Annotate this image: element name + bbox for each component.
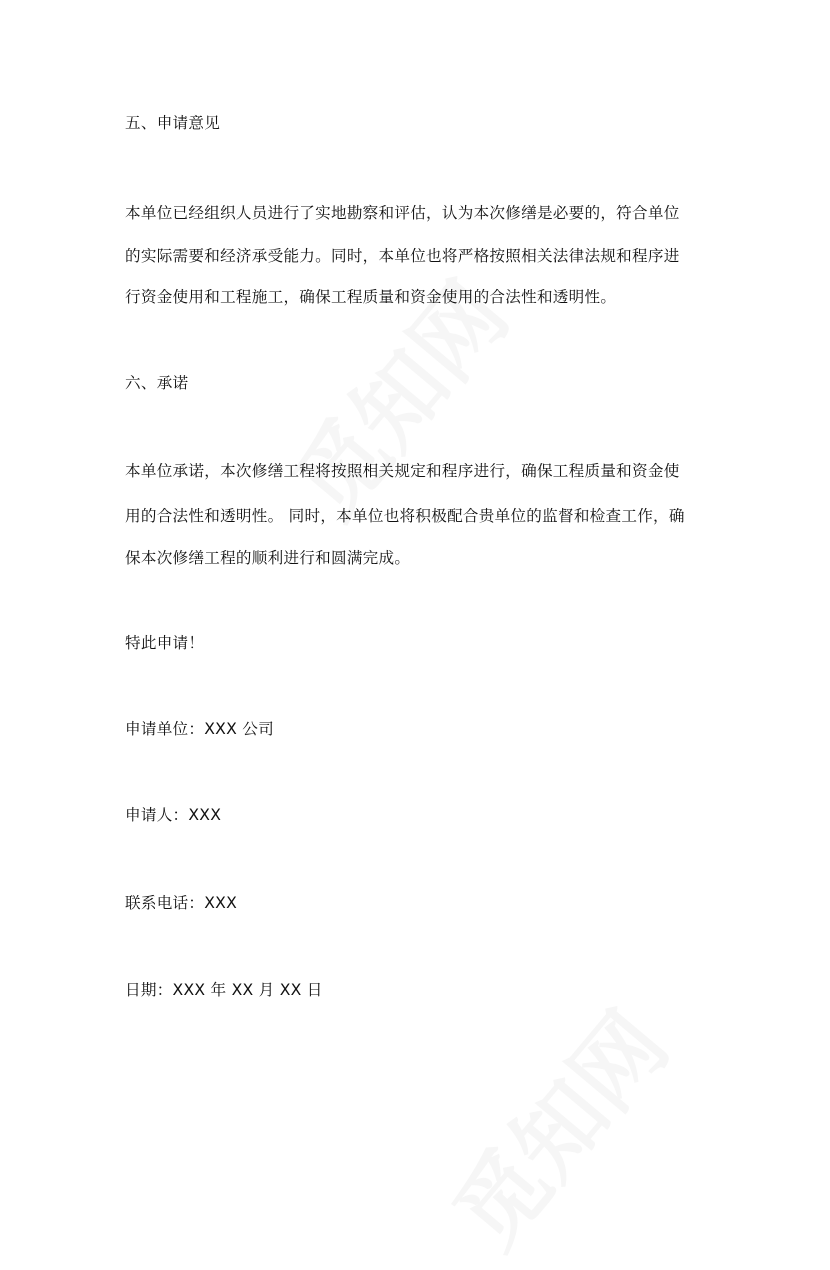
paragraph-line: 行资金使用和工程施工，确保工程质量和资金使用的合法性和透明性。 <box>125 288 617 306</box>
paragraph-line: 本单位已经组织人员进行了实地勘察和评估，认为本次修缮是必要的，符合单位 <box>125 204 680 222</box>
section-heading-promise: 六、承诺 <box>125 374 189 392</box>
application-date: 日期：XXX 年 XX 月 XX 日 <box>125 981 323 999</box>
paragraph-line: 本单位承诺，本次修缮工程将按照相关规定和程序进行，确保工程质量和资金使 <box>125 462 680 480</box>
applicant-name: 申请人：XXX <box>125 806 222 824</box>
closing-text: 特此申请！ <box>125 634 205 652</box>
paragraph-line: 的实际需要和经济承受能力。同时，本单位也将严格按照相关法律法规和程序进 <box>125 247 680 265</box>
paragraph-line: 用的合法性和透明性。 同时，本单位也将积极配合贵单位的监督和检查工作，确 <box>125 507 685 525</box>
watermark <box>418 980 691 1270</box>
paragraph-line: 保本次修缮工程的顺利进行和圆满完成。 <box>125 549 411 567</box>
applicant-unit: 申请单位：XXX 公司 <box>125 720 274 738</box>
contact-phone: 联系电话：XXX <box>125 894 238 912</box>
section-heading-opinion: 五、申请意见 <box>125 114 221 132</box>
